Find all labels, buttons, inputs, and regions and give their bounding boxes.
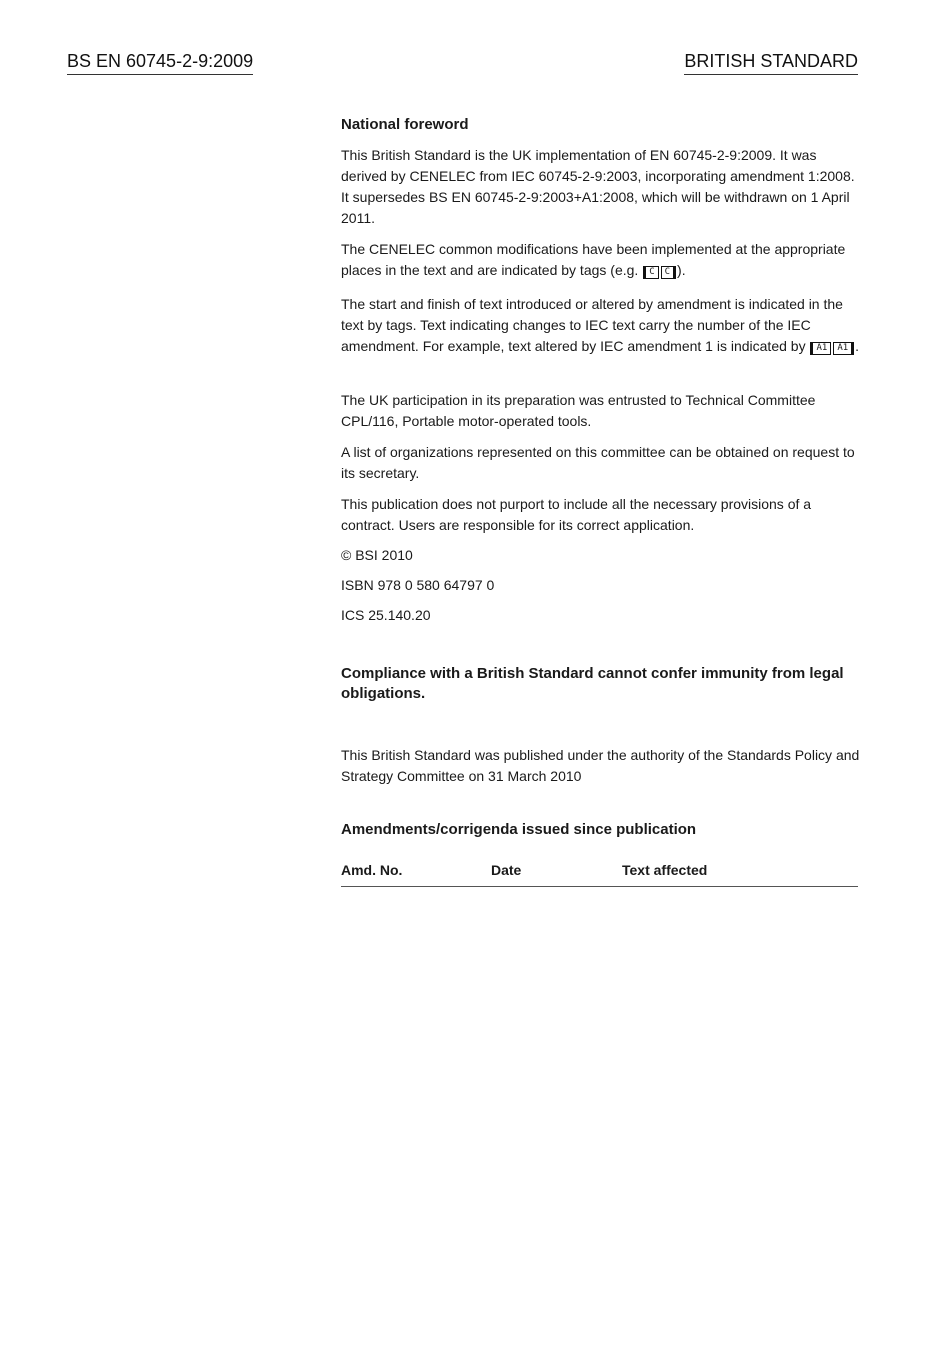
cenelec-tag-close-icon: C	[661, 266, 676, 279]
foreword-p2-text: The CENELEC common modifications have been implemented at the appropriate places in the text and are indicated by tags (e.g.	[341, 241, 846, 278]
foreword-p6: This publication does not purport to include all the necessary provisions of a contract. Users are responsible for its correct application.	[341, 496, 812, 533]
publication-text: This British Standard was published under the authority of the Standards Policy and Strategy Committee on 31 March 2010	[341, 747, 860, 784]
foreword-paragraph-4	[341, 390, 863, 432]
ics: ICS 25.140.20	[341, 607, 431, 623]
ics-line	[341, 605, 863, 626]
foreword-p3-end: .	[855, 338, 860, 354]
isbn-line	[341, 575, 863, 596]
publication-notice	[341, 745, 863, 787]
foreword-p2	[341, 239, 863, 281]
foreword-paragraph-1	[341, 145, 863, 229]
amendments-title: Amendments/corrigenda issued since publication	[341, 821, 697, 838]
foreword-paragraph-5	[341, 442, 863, 484]
foreword-p4: The UK participation in its preparation was entrusted to Technical Committee CPL/116, Portable motor-operated tools.	[341, 392, 816, 429]
document-id: BS EN 60745-2-9:2009	[67, 50, 253, 75]
foreword-paragraph-6	[341, 494, 863, 536]
foreword-paragraph-3	[341, 294, 863, 357]
cenelec-tag-open-icon: C	[643, 266, 658, 279]
isbn: ISBN 978 0 580 64797 0	[341, 577, 495, 593]
amendments-table-header	[341, 860, 858, 887]
copyright: © BSI 2010	[341, 547, 413, 563]
copyright-line	[341, 545, 863, 566]
compliance-notice	[341, 664, 863, 704]
compliance-text: Compliance with a British Standard cannot confer immunity from legal obligations.	[341, 665, 844, 702]
column-header-text-affected: Text affected	[622, 862, 708, 878]
amendment-tag-close-icon: A1	[833, 342, 854, 355]
foreword-p3-text: The start and finish of text introduced or altered by amendment is indicated in the text by tags. Text indicating changes to IEC text carry the number of the IEC amendment. For example, text altered by IEC amendment 1 is indicated by	[341, 296, 843, 354]
column-header-date: Date	[491, 862, 522, 878]
amendments-section	[341, 819, 863, 840]
foreword-section	[341, 114, 863, 135]
foreword-p5: A list of organizations represented on this committee can be obtained on request to its secretary.	[341, 444, 855, 481]
foreword-p3	[341, 294, 863, 357]
column-header-amd-no: Amd. No.	[341, 862, 403, 878]
foreword-paragraph-2	[341, 239, 863, 281]
standard-type: BRITISH STANDARD	[684, 50, 858, 75]
foreword-p1: This British Standard is the UK implementation of EN 60745-2-9:2009. It was derived by CENELEC from IEC 60745-2-9:2003, incorporating amendment 1:2008. It supersedes BS EN 60745-2-9:2003+A1:2008, which will be withdrawn on 1 April 2011.	[341, 147, 855, 226]
foreword-p2-end: ).	[677, 262, 686, 278]
amendment-tag-open-icon: A1	[810, 342, 831, 355]
foreword-title: National foreword	[341, 116, 469, 133]
